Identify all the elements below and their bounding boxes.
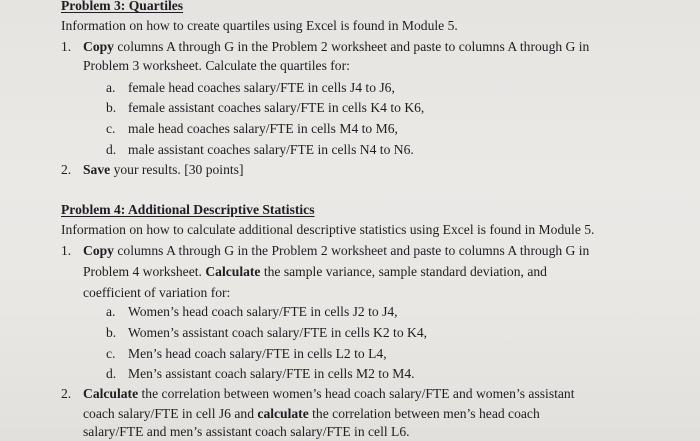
step-verb: calculate [257,406,309,421]
item-letter: b. [106,100,117,115]
step-verb: Calculate [205,264,261,279]
item-text: Men’s head coach salary/FTE in cells L2 to L4, [128,346,387,361]
step-number: 2. [61,386,72,401]
list-item [106,120,398,137]
problem4-step2-line2 [83,405,540,422]
step-text: columns A through G in the Problem 2 worksheet and paste to columns A through G in [113,39,590,54]
item-text: male assistant coaches salary/FTE in cells N4 to N6. [128,142,414,157]
list-item [106,99,424,116]
problem4-step1 [61,242,589,259]
step-verb: Copy [83,39,114,54]
step-text: coach salary/FTE in cell J6 and [83,406,258,421]
problem3-step2 [61,161,243,178]
step-number: 2. [61,162,72,177]
problem4-step2-line3: salary/FTE and men’s assistant coach salary/FTE in cell L6. [83,424,410,439]
item-text: female head coaches salary/FTE in cells J4 to J6, [128,80,395,95]
problem4-heading: Problem 4: Additional Descriptive Statistics [61,202,315,217]
problem3-step1-line2: Problem 3 worksheet. Calculate the quartiles for: [83,58,350,73]
item-letter: c. [106,121,116,136]
list-item [106,79,395,96]
problem4-step1-line2 [83,263,547,280]
problem4-step2 [61,385,575,402]
step-number: 1. [61,39,72,54]
item-letter: d. [106,366,117,381]
problem4-step1-line3: coefficient of variation for: [83,285,231,300]
problem3-step1 [61,38,589,55]
step-verb: Save [83,162,111,177]
step-text: Problem 4 worksheet. [83,264,206,279]
problem3-heading: Problem 3: Quartiles [61,0,184,13]
step-verb: Calculate [83,386,139,401]
step-text: the correlation between women’s head coach salary/FTE and women’s assistant [138,386,575,401]
list-item [106,303,398,320]
item-text: Women’s head coach salary/FTE in cells J2 to J4, [128,304,398,319]
step-text: the correlation between men’s head coach [308,406,540,421]
problem3-intro: Information on how to create quartiles using Excel is found in Module 5. [61,18,458,33]
item-text: male head coaches salary/FTE in cells M4 to M6, [128,121,398,136]
item-letter: c. [106,346,116,361]
item-letter: d. [106,142,117,157]
item-text: Men’s assistant coach salary/FTE in cells M2 to M4. [128,366,415,381]
item-letter: a. [106,304,116,319]
item-letter: b. [106,325,117,340]
step-verb: Copy [83,243,114,258]
step-text: the sample variance, sample standard deviation, and [260,264,547,279]
step-text: columns A through G in the Problem 2 worksheet and paste to columns A through G in [113,243,590,258]
list-item [106,365,415,382]
problem4-intro: Information on how to calculate additional descriptive statistics using Excel is found in Module 5. [61,222,595,237]
item-text: female assistant coaches salary/FTE in cells K4 to K6, [128,100,425,115]
list-item [106,324,427,341]
item-text: Women’s assistant coach salary/FTE in cells K2 to K4, [128,325,428,340]
list-item [106,345,387,362]
item-letter: a. [106,80,116,95]
step-number: 1. [61,243,72,258]
list-item [106,141,414,158]
step-text: your results. [30 points] [110,162,244,177]
